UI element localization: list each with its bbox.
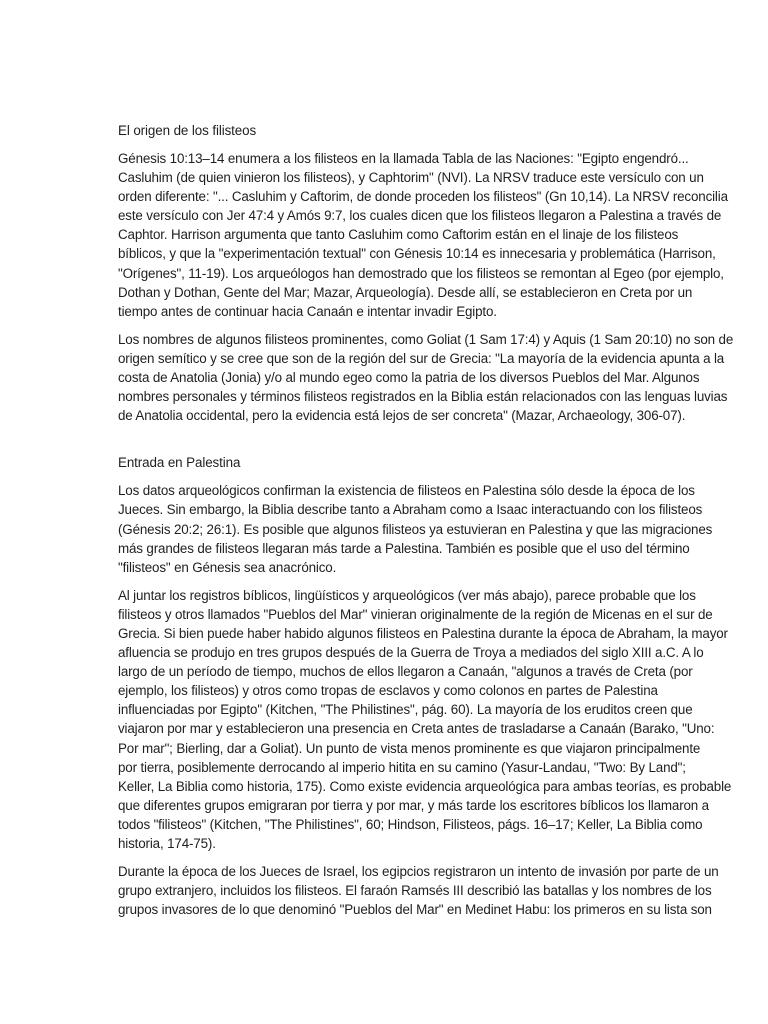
text-line: de Anatolia occidental, pero la evidencia está lejos de ser concreta" (Mazar, Archaeology, 306-07).	[118, 408, 686, 424]
text-line: Grecia. Si bien puede haber habido algunos filisteos en Palestina durante la época de Abraham, la mayor	[118, 625, 728, 641]
text-line: más grandes de filisteos llegaran más tarde a Palestina. También es posible que el uso del término	[118, 540, 690, 556]
text-line: viajaron por mar y establecieron una presencia en Creta antes de trasladarse a Canaán (Barako, "Uno:	[118, 721, 715, 737]
section-origen	[118, 121, 734, 425]
paragraph	[118, 149, 728, 321]
paragraph	[118, 481, 713, 576]
text-line: Jueces. Sin embargo, la Biblia describe tanto a Abraham como a Isaac interactuando con los filisteos	[118, 502, 703, 518]
section-heading: Entrada en Palestina	[118, 455, 241, 471]
text-line: influenciadas por Egipto" (Kitchen, "The Philistines", pág. 60). La mayoría de los eruditos creen que	[118, 702, 693, 718]
text-line: Al juntar los registros bíblicos, lingüísticos y arqueológicos (ver más abajo), parece probable que los	[118, 587, 696, 603]
text-line: orden diferente: "... Casluhim y Caftorim, de donde proceden los filisteos" (Gn 10,14). La NRSV reconcilia	[118, 189, 728, 205]
text-line: Durante la época de los Jueces de Israel, los egipcios registraron un intento de invasión por parte de un	[118, 864, 719, 880]
text-line: filisteos y otros llamados "Pueblos del Mar" vinieran originalmente de la región de Micenas en el sur de	[118, 606, 713, 622]
text-line: Casluhim (de quien vinieron los filisteos), y Caphtorim" (NVI). La NRSV traduce este versículo con un	[118, 170, 704, 186]
paragraph	[118, 330, 734, 425]
text-line: todos "filisteos" (Kitchen, "The Philistines", 60; Hindson, Filisteos, págs. 16–17; Keller, La Biblia como	[118, 816, 703, 832]
text-line: ejemplo, los filisteos) y otros como tropas de esclavos y como colonos en partes de Palestina	[118, 683, 658, 699]
text-line: grupo extranjero, incluidos los filisteos. El faraón Ramsés III describió las batallas y los nombres de los	[118, 883, 712, 899]
text-line: que diferentes grupos emigraran por tierra y por mar, y más tarde los escritores bíblicos los llamaron a	[118, 797, 709, 813]
text-line: Los datos arqueológicos confirman la existencia de filisteos en Palestina sólo desde la época de los	[118, 483, 695, 499]
text-line: costa de Anatolia (Jonia) y/o al mundo egeo como la patria de los diversos Pueblos del Mar. Algunos	[118, 370, 700, 386]
text-line: "Orígenes", 11-19). Los arqueólogos han demostrado que los filisteos se remontan al Egeo (por ejemplo,	[118, 265, 724, 281]
text-line: (Génesis 20:2; 26:1). Es posible que algunos filisteos ya estuvieran en Palestina y que las migraciones	[118, 521, 713, 537]
text-line: Dothan y Dothan, Gente del Mar; Mazar, Arqueología). Desde allí, se establecieron en Creta por un	[118, 284, 693, 300]
paragraph	[118, 586, 732, 853]
text-line: Por mar"; Bierling, dar a Goliat). Un punto de vista menos prominente es que viajaron principalmente	[118, 740, 701, 756]
document-page	[118, 121, 734, 928]
text-line: por tierra, posiblemente derrocando al imperio hitita en su camino (Yasur-Landau, "Two: By Land";	[118, 759, 686, 775]
text-line: afluencia se produjo en tres grupos después de la Guerra de Troya a mediados del siglo XIII a.C. A lo	[118, 645, 704, 661]
text-line: Keller, La Biblia como historia, 175). Como existe evidencia arqueológica para ambas teorías, es probable	[118, 778, 732, 794]
text-line: bíblicos, y que la "experimentación textual" con Génesis 10:14 es innecesaria y problemática (Harrison,	[118, 246, 716, 262]
text-line: Caphtor. Harrison argumenta que tanto Casluhim como Caftorim están en el linaje de los filisteos	[118, 227, 679, 243]
text-line: Génesis 10:13–14 enumera a los filisteos en la llamada Tabla de las Naciones: "Egipto engendró...	[118, 151, 689, 166]
section-spacer	[118, 434, 678, 453]
paragraph	[118, 862, 719, 919]
section-entrada	[118, 453, 732, 919]
text-line: origen semítico y se cree que son de la región del sur de Grecia: "La mayoría de la evidencia apunta a la	[118, 350, 725, 366]
text-line: este versículo con Jer 47:4 y Amós 9:7, los cuales dicen que los filisteos llegaron a Palestina a través de	[118, 208, 722, 224]
text-line: "filisteos" en Génesis sea anacrónico.	[118, 559, 337, 575]
section-heading: El origen de los filisteos	[118, 123, 257, 138]
text-line: grupos invasores de lo que denominó "Pueblos del Mar" en Medinet Habu: los primeros en su lista son	[118, 902, 712, 918]
text-line: nombres personales y términos filisteos registrados en la Biblia están relacionados con las lenguas luvias	[118, 389, 728, 405]
text-line: tiempo antes de continuar hacia Canaán e intentar invadir Egipto.	[118, 303, 497, 319]
text-line: largo de un período de tiempo, muchos de ellos llegaron a Canaán, "algunos a través de Creta (por	[118, 664, 693, 680]
text-line: Los nombres de algunos filisteos prominentes, como Goliat (1 Sam 17:4) y Aquis (1 Sam 20:10) no son de	[118, 331, 734, 347]
text-line: historia, 174-75).	[118, 836, 216, 851]
